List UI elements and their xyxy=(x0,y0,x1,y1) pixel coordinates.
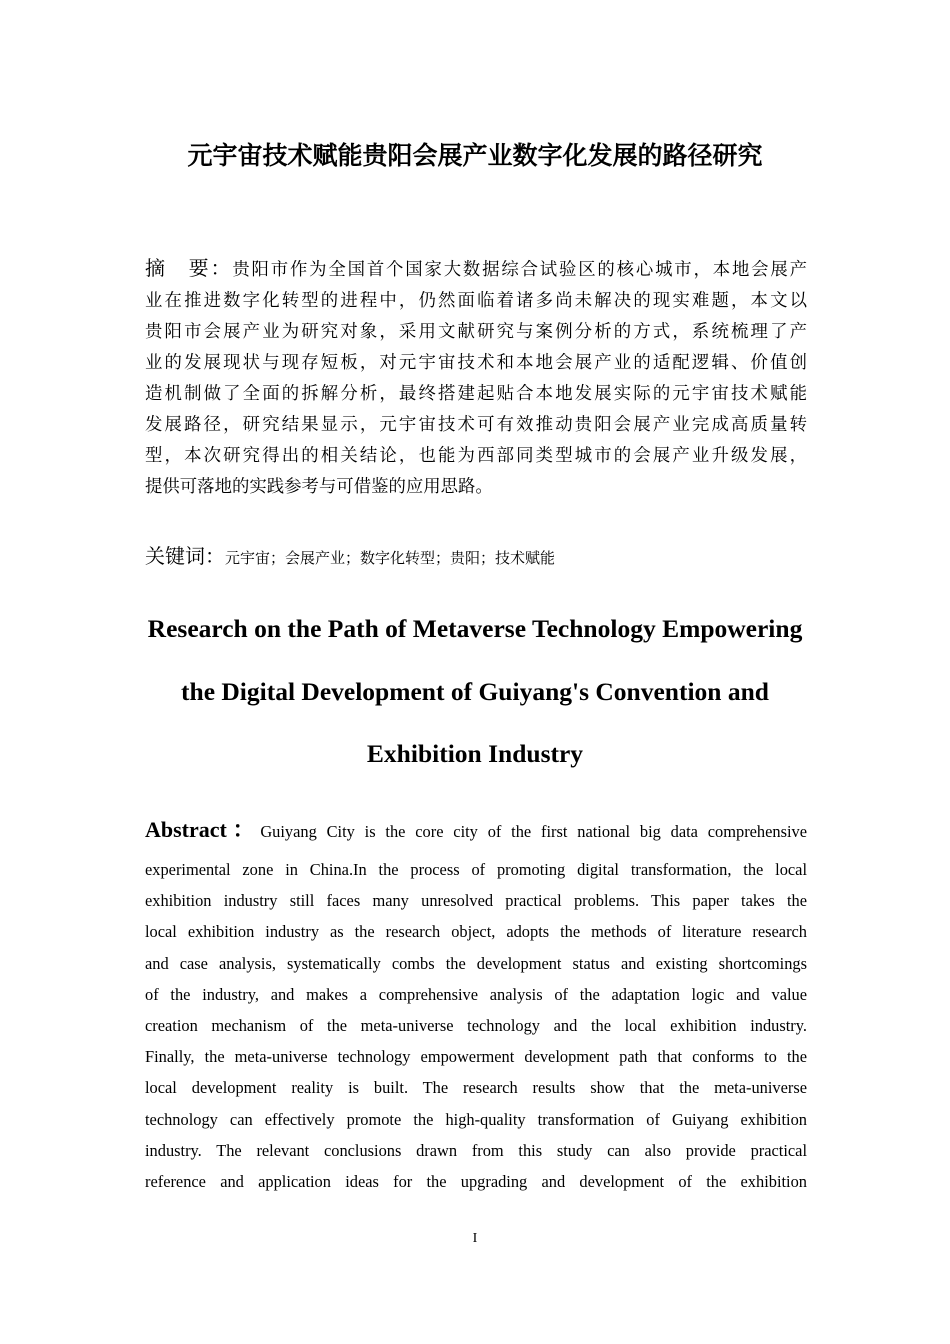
chinese-keywords-label: 关键词： xyxy=(145,544,225,568)
chinese-keywords xyxy=(145,540,807,574)
chinese-abstract-line: 业的发展现状与现存短板，对元宇宙技术和本地会展产业的适配逻辑、价值创 xyxy=(145,353,807,373)
english-abstract-line xyxy=(145,812,807,850)
english-abstract-line: exhibition industry still faces many unresolved practical problems. This paper takes the xyxy=(145,891,807,911)
english-abstract xyxy=(145,812,807,1197)
english-abstract-line: creation mechanism of the meta-universe technology and the local exhibition industry. xyxy=(145,1016,807,1036)
english-abstract-label: Abstract： xyxy=(145,817,261,842)
english-abstract-line: technology can effectively promote the high-quality transformation of Guiyang exhibition xyxy=(145,1109,807,1129)
page-number: I xyxy=(472,1231,478,1246)
chinese-abstract-label: 摘 要： xyxy=(145,256,233,280)
english-abstract-text: Guiyang City is the core city of the first national big data comprehensive xyxy=(260,822,807,841)
english-abstract-line: of the industry, and makes a comprehensive analysis of the adaptation logic and value xyxy=(145,984,807,1004)
chinese-keywords-text: 元宇宙；会展产业；数字化转型；贵阳；技术赋能 xyxy=(225,549,556,567)
chinese-abstract-line: 造机制做了全面的拆解分析，最终搭建起贴合本地发展实际的元宇宙技术赋能 xyxy=(145,384,807,404)
english-title xyxy=(100,598,850,786)
english-title-line: the Digital Development of Guiyang's Convention and xyxy=(181,676,769,706)
chinese-abstract-line: 业在推进数字化转型的进程中，仍然面临着诸多尚未解决的现实难题，本文以 xyxy=(145,291,807,311)
english-abstract-line: local exhibition industry as the research object, adopts the methods of literature research xyxy=(145,922,807,942)
chinese-abstract-line xyxy=(145,253,807,286)
chinese-title: 元宇宙技术赋能贵阳会展产业数字化发展的路径研究 xyxy=(187,141,763,170)
english-abstract-line: industry. The relevant conclusions drawn from this study can also provide practical xyxy=(145,1140,807,1160)
chinese-abstract-line: 发展路径，研究结果显示，元宇宙技术可有效推动贵阳会展产业完成高质量转 xyxy=(145,415,807,435)
chinese-abstract-line: 型，本次研究得出的相关结论，也能为西部同类型城市的会展产业升级发展， xyxy=(145,446,807,466)
chinese-abstract-line: 贵阳市会展产业为研究对象，采用文献研究与案例分析的方式，系统梳理了产 xyxy=(145,322,807,342)
english-title-line: Exhibition Industry xyxy=(366,739,584,768)
english-abstract-line: and case analysis, systematically combs the development status and existing shortcomings xyxy=(145,953,807,973)
english-abstract-line: local development reality is built. The research results show that the meta-universe xyxy=(145,1078,807,1098)
english-abstract-line: reference and application ideas for the upgrading and development of the exhibition xyxy=(145,1172,807,1192)
chinese-abstract-text: 贵阳市作为全国首个国家大数据综合试验区的核心城市，本地会展产 xyxy=(232,260,807,280)
english-abstract-line: Finally, the meta-universe technology empowerment development path that conforms to the xyxy=(145,1047,807,1067)
chinese-abstract xyxy=(145,253,807,503)
english-abstract-line: experimental zone in China.In the process of promoting digital transformation, the local xyxy=(145,860,807,879)
chinese-abstract-line: 提供可落地的实践参考与可借鉴的应用思路。 xyxy=(145,477,493,497)
english-title-line: Research on the Path of Metaverse Technology Empowering xyxy=(147,614,803,643)
